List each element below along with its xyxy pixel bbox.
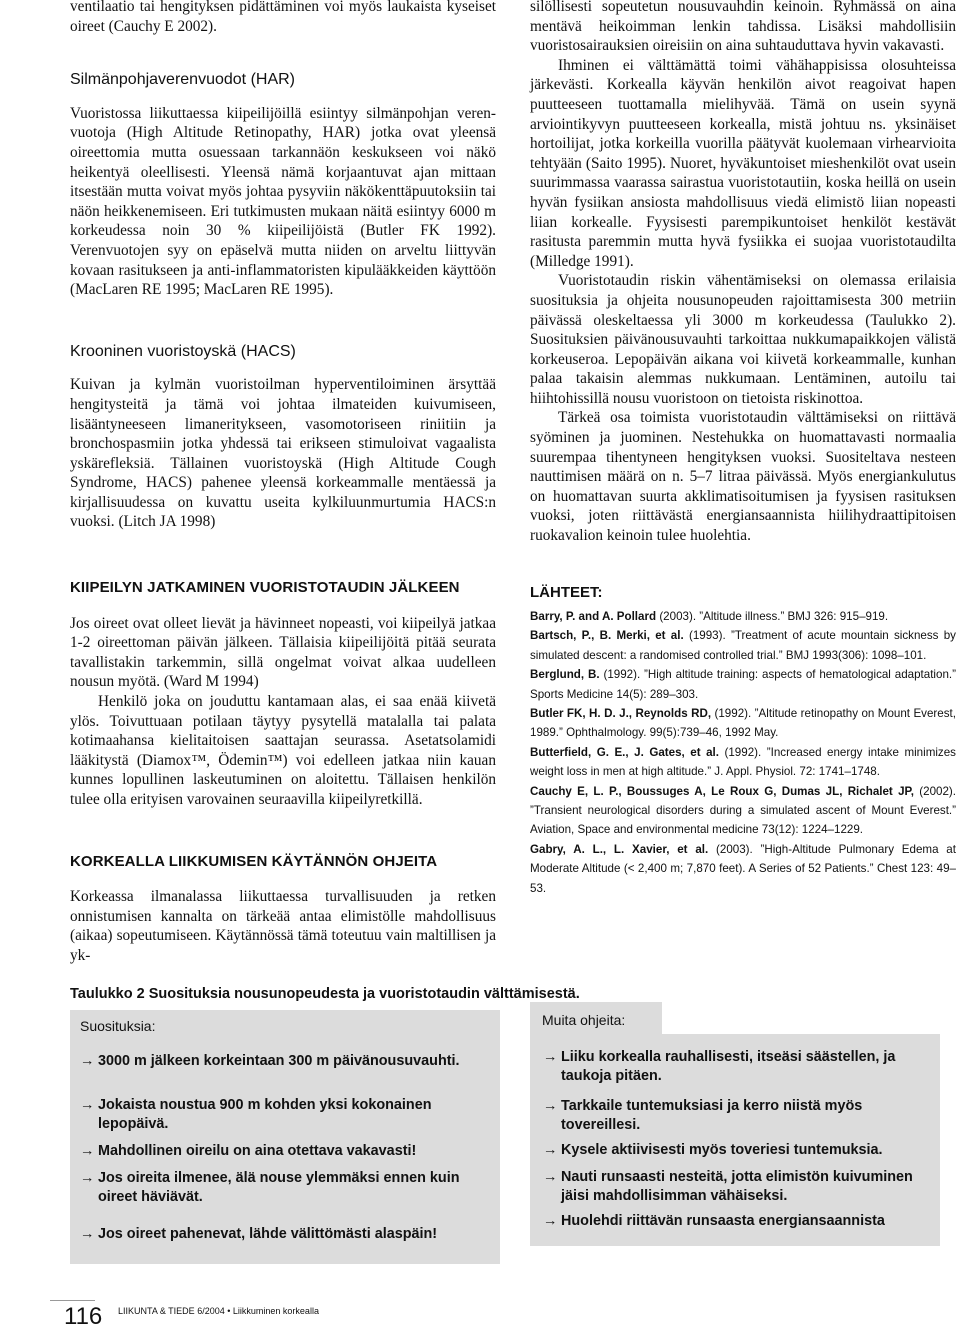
recommendation-item: → Mahdollinen oireilu on aina otettava vakavasti! [80, 1143, 417, 1159]
recommendations-header-label: Suosituksia: [80, 1018, 156, 1034]
right-paragraph-3: Vuoristotaudin riskin vähentämiseksi on olemassa erilaisia suosituksia ja ohjeita nousunopeuden rajoittamisesta 300 metriin päivässä oleskeltaessa yli 3000 m korkeudessa (Taulukko 2). Suosituksien päivänousuvauhti tarkoittaa nukkumapaikkojen välistä korkeuseroa. Lepopäivän aikana voi kiivetä korkeammalle, kunhan palaa takaisin alemmas nukkumaan. Lentäminen, autoilu tai hiihtohissillä nousu vuoristoon on tietoista riskinottoa. [530, 272, 956, 407]
climb-heading: KIIPEILYN JATKAMINEN VUORISTOTAUDIN JÄLKEEN [70, 579, 460, 597]
right-paragraph-4: Tärkeä osa toimista vuoristotaudin välttämiseksi on riittävä syöminen ja juominen. Nestehukka on huomattavasti normaalia suurempaa tihentyneen hengityksen vuoksi. Suositeltava nesteen nauttimisen määrä on n. 5–7 litraa päivässä. Myös energiankulutus on huomattavan suurta akklimatisoitumisen ja fyysisen rasituksen vuoksi, joten riittävästä energiansaannista hiilihydraattipitoisen ruokavalion keinoin tulee huolehtia. [530, 409, 956, 545]
right-paragraph-1: silöllisesti sopeutetun nousuvauhdin keinoin. Ryhmässä on aina mentävä heikoimman lenkin tahdissa. Lisäksi mahdollisiin vuoristosairauksien oireisiin on aina suhtauduttava hyvin vakavasti. [530, 0, 956, 55]
arrow-right-icon: → [543, 1049, 558, 1065]
reference-item: Cauchy E, L. P., Boussuges A, Le Roux G, Dumas JL, Richalet JP, (2002). ”Transient neurological disorders during a simulated ascent of Mount Everest.” Aviation, Space and environmental medicine 73(12): 1224–1229. [530, 784, 956, 837]
reference-item: Bartsch, P., B. Merki, et al. (1993). ”Treatment of acute mountain sickness by simulated descent: a randomised controlled trial.” BMJ 1993(306): 1098–101. [530, 629, 956, 662]
recommendation-item: → Jos oireet pahenevat, lähde välittömästi alaspäin! [80, 1226, 438, 1242]
reference-item: Barry, P. and A. Pollard (2003). ”Altitude illness.” BMJ 326: 915–919. [530, 610, 889, 623]
other-advice-header-label: Muita ohjeita: [542, 1012, 626, 1028]
left-column [70, 0, 496, 966]
page-number: 116 [64, 1303, 103, 1330]
arrow-right-icon: → [80, 1170, 95, 1186]
arrow-right-icon: → [543, 1098, 558, 1114]
recommendation-item: → Jos oireita ilmenee, älä nouse ylemmäksi ennen kuin oireet häviävät. [80, 1170, 460, 1205]
advice-item: → Kysele aktiivisesti myös toveriesi tuntemuksia. [543, 1142, 883, 1158]
arrow-right-icon: → [543, 1169, 558, 1185]
advice-item: → Nauti runsaasti nesteitä, jotta elimistön kuivuminen jäisi mahdollisimman vähäiseksi. [543, 1169, 913, 1204]
other-advice-header [530, 1002, 662, 1036]
references-list [530, 607, 956, 898]
climb-paragraph-1: Jos oireet ovat olleet lievät ja hävinneet nopeasti, voi kiipeilyä jatkaa 1-2 oireettoman päivän jälkeen. Tällaisia kiipeilijöitä pitää seurata tavallistakin tarkemmin, sillä ongelmat voivat alkaa uudelleen nousun myötä. (Ward M 1994) [70, 614, 496, 691]
har-paragraph: Vuoristossa liikuttaessa kiipeilijöillä esiintyy silmänpohjan veren-vuotoja (High Altitude Retinopathy, HAR) jotka ovat yleensä oireettomia mutta osuessaan tarkannäön keskukseen voi näkö heikentyä oleellisesti. Yleensä nämä korjaantuvat ajan mittaan itsestään mutta voivat myös johtaa pysyviin näkökenttäpuutoksiin tai näön heikkenemiseen. Eri tutkimusten mukaan näitä esiintyy 6000 m korkeudessa noin 30 % kiipeilijöistä (Butler FK 1992). Verenvuotojen syy on epäselvä mutta niiden on arveltu liittyvän kovaan rasitukseen ja anti-inflammatoristen kipulääkkeiden käyttöön (MacLaren RE 1995; MacLaren RE 1995). [70, 104, 496, 299]
reference-item: Butterfield, G. E., J. Gates, et al. (1992). ”Increased energy intake minimizes weight loss in men at high altitude.” J. Appl. Physiol. 72: 1741–1748. [530, 745, 956, 779]
reference-item: Gabry, A. L., L. Xavier, et al. (2003). ”High-Altitude Pulmonary Edema at Moderate Altitude (< 2,400 m; 7,870 feet). A Series of 52 Patients.” Chest 123: 49–53. [530, 842, 956, 895]
arrow-right-icon: → [80, 1226, 95, 1242]
har-heading: Silmänpohjaverenvuodot (HAR) [70, 71, 295, 89]
arrow-right-icon: → [80, 1097, 95, 1113]
arrow-right-icon: → [543, 1213, 558, 1229]
climb-paragraph-2: Henkilö joka on jouduttu kantamaan alas, ei saa enää kiivetä ylös. Toivuttuaan potilaan täytyy pysytellä matalalla tai palata kotimaahansa kielitaitoisen saattajan seurassa. Asetatsolamidi lääkitystä (Diamox™, Ödemin™) voi edelleen jatkaa niin kauan kunnes lopullinen laskeutuminen on aloitettu. Tällaisen henkilön tulee olla erityisen varovainen seuraavilla kiipeilyretkillä. [70, 693, 496, 808]
practice-paragraph: Korkeassa ilmanalassa liikuttaessa turvallisuuden ja retken onnistumisen kannalta on tärkeää antaa elimistölle mahdollisuus (aikaa) sopeutumiseen. Käytännössä tämä toteutuu vain maltillisen ja yk- [70, 888, 496, 964]
practice-heading: KORKEALLA LIIKKUMISEN KÄYTÄNNÖN OHJEITA [70, 852, 438, 870]
arrow-right-icon: → [543, 1142, 558, 1158]
right-column [530, 0, 956, 546]
footer-journal: LIIKUNTA & TIEDE 6/2004 • Liikkuminen korkealla [118, 1306, 319, 1316]
references-heading: LÄHTEET: [530, 584, 603, 601]
recommendation-item: → 3000 m jälkeen korkeintaan 300 m päivänousuvauhti. [80, 1053, 460, 1069]
table-title: Taulukko 2 Suosituksia nousunopeudesta ja vuoristotaudin välttämisestä. [70, 986, 580, 1002]
footer-rule [50, 1300, 95, 1301]
arrow-right-icon: → [80, 1053, 95, 1069]
right-paragraph-2: Ihminen ei välttämättä toimi vähähappisissa olosuhteissa järkevästi. Korkealla käyvän henkilön aivot reagoivat hapen puutteeseen tuottamalla mielihyvää. Tämä on usein syynä arviointikyvyn puutteeseen korkealla, mistä johtuu ns. yksinäiset hortoilijat, jotka korkeilla vuorilla päätyvät kuolemaan virhearvioita tehtyään (Saito 1995). Nuoret, hyväkuntoiset mieshenkilöt ovat usein suurimmassa vaarassa sairastua vuoristotautiin, koska heillä on usein hyvän fysiikan ansiosta mahdollisuus viedä elimistö liian nopeasti liian korkealle. Fyysisesti parempikuntoiset henkilöt kestävät rasitusta paremmin mutta hyvä fysiikka ei suojaa vuoristotaudilta (Milledge 1991). [530, 56, 956, 270]
arrow-right-icon: → [80, 1143, 95, 1159]
recommendation-item: → Jokaista noustua 900 m kohden yksi kokonainen lepopäivä. [80, 1097, 432, 1132]
advice-item: → Huolehdi riittävän runsaasta energiansaannista [543, 1213, 885, 1229]
intro-paragraph: ventilaatio tai hengityksen pidättäminen voi myös laukaista kyseiset oireet (Cauchy E 2002). [70, 0, 496, 35]
advice-item: → Tarkkaile tuntemuksiasi ja kerro niistä myös tovereillesi. [543, 1098, 863, 1133]
recommendations-header [70, 1010, 500, 1044]
reference-item: Berglund, B. (1992). ”High altitude training: aspects of hematological adaptation.” Sports Medicine 14(5): 289–303. [530, 668, 956, 701]
reference-item: Butler FK, H. D. J., Reynolds RD, (1992). ”Altitude retinopathy on Mount Everest, 1989.” Ophthalmology. 99(5):739–46, 1992 May. [530, 707, 956, 740]
advice-item: → Liiku korkealla rauhallisesti, itseäsi säästellen, ja taukoja pitäen. [543, 1049, 896, 1084]
hacs-paragraph: Kuivan ja kylmän vuoristoilman hyperventiloiminen ärsyttää hengitysteitä ja tämä voi johtaa ilmateiden kuivumiseen, lisääntyneeseen limaneritykseen, vasomotoriseen riniitiin ja bronchospasmiin jotka yhdessä tai erikseen stimuloivat vagaalista yskärefleksiä. Tällainen vuoristoyskä (High Altitude Cough Syndrome, HACS) pahenee yleensä korkeammalle mentäessä ja kirjallisuudessa on kuvattu useita kylkiluunmurtumia HACS:n vuoksi. (Litch JA 1998) [70, 376, 496, 531]
hacs-heading: Krooninen vuoristoyskä (HACS) [70, 342, 296, 360]
